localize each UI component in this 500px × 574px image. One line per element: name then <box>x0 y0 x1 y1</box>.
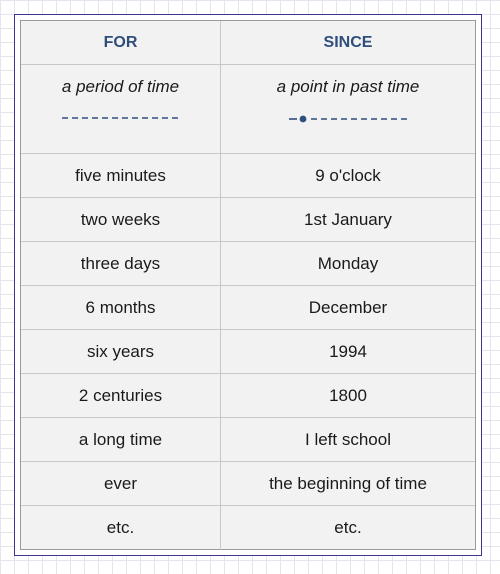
table-row <box>21 462 475 506</box>
for-cell: three days <box>21 242 221 285</box>
for-cell: six years <box>21 330 221 373</box>
concept-for-text: a period of time <box>61 77 180 96</box>
for-cell: two weeks <box>21 198 221 241</box>
table-row <box>21 286 475 330</box>
table-row <box>21 198 475 242</box>
since-cell: 1800 <box>329 385 367 405</box>
for-cell: five minutes <box>21 154 221 197</box>
dashed-line-icon <box>61 115 181 121</box>
since-cell: I left school <box>305 429 391 449</box>
table-row <box>21 506 475 550</box>
concept-row <box>21 65 475 154</box>
table-row <box>21 154 475 198</box>
for-since-table <box>20 20 476 550</box>
table-row <box>21 330 475 374</box>
since-cell: etc. <box>334 518 362 537</box>
since-cell: December <box>308 297 388 317</box>
header-since: SINCE <box>323 33 373 51</box>
concept-since-text: a point in past time <box>276 77 420 96</box>
for-cell: 2 centuries <box>21 374 221 417</box>
concept-for-cell <box>21 65 221 153</box>
table-row <box>21 418 475 462</box>
since-cell: 9 o'clock <box>315 165 381 185</box>
since-cell: Monday <box>317 253 379 273</box>
table-row <box>21 242 475 286</box>
for-cell: etc. <box>21 506 221 550</box>
header-for: FOR <box>21 21 221 64</box>
concept-since-cell <box>221 65 475 153</box>
table-header-row <box>21 21 475 65</box>
since-cell: the beginning of time <box>269 473 427 493</box>
for-cell: ever <box>21 462 221 505</box>
for-cell: 6 months <box>21 286 221 329</box>
since-cell: 1994 <box>329 341 367 361</box>
for-cell: a long time <box>21 418 221 461</box>
table-row <box>21 374 475 418</box>
since-cell: 1st January <box>304 209 392 229</box>
dot-on-dashed-line-icon <box>288 115 408 123</box>
